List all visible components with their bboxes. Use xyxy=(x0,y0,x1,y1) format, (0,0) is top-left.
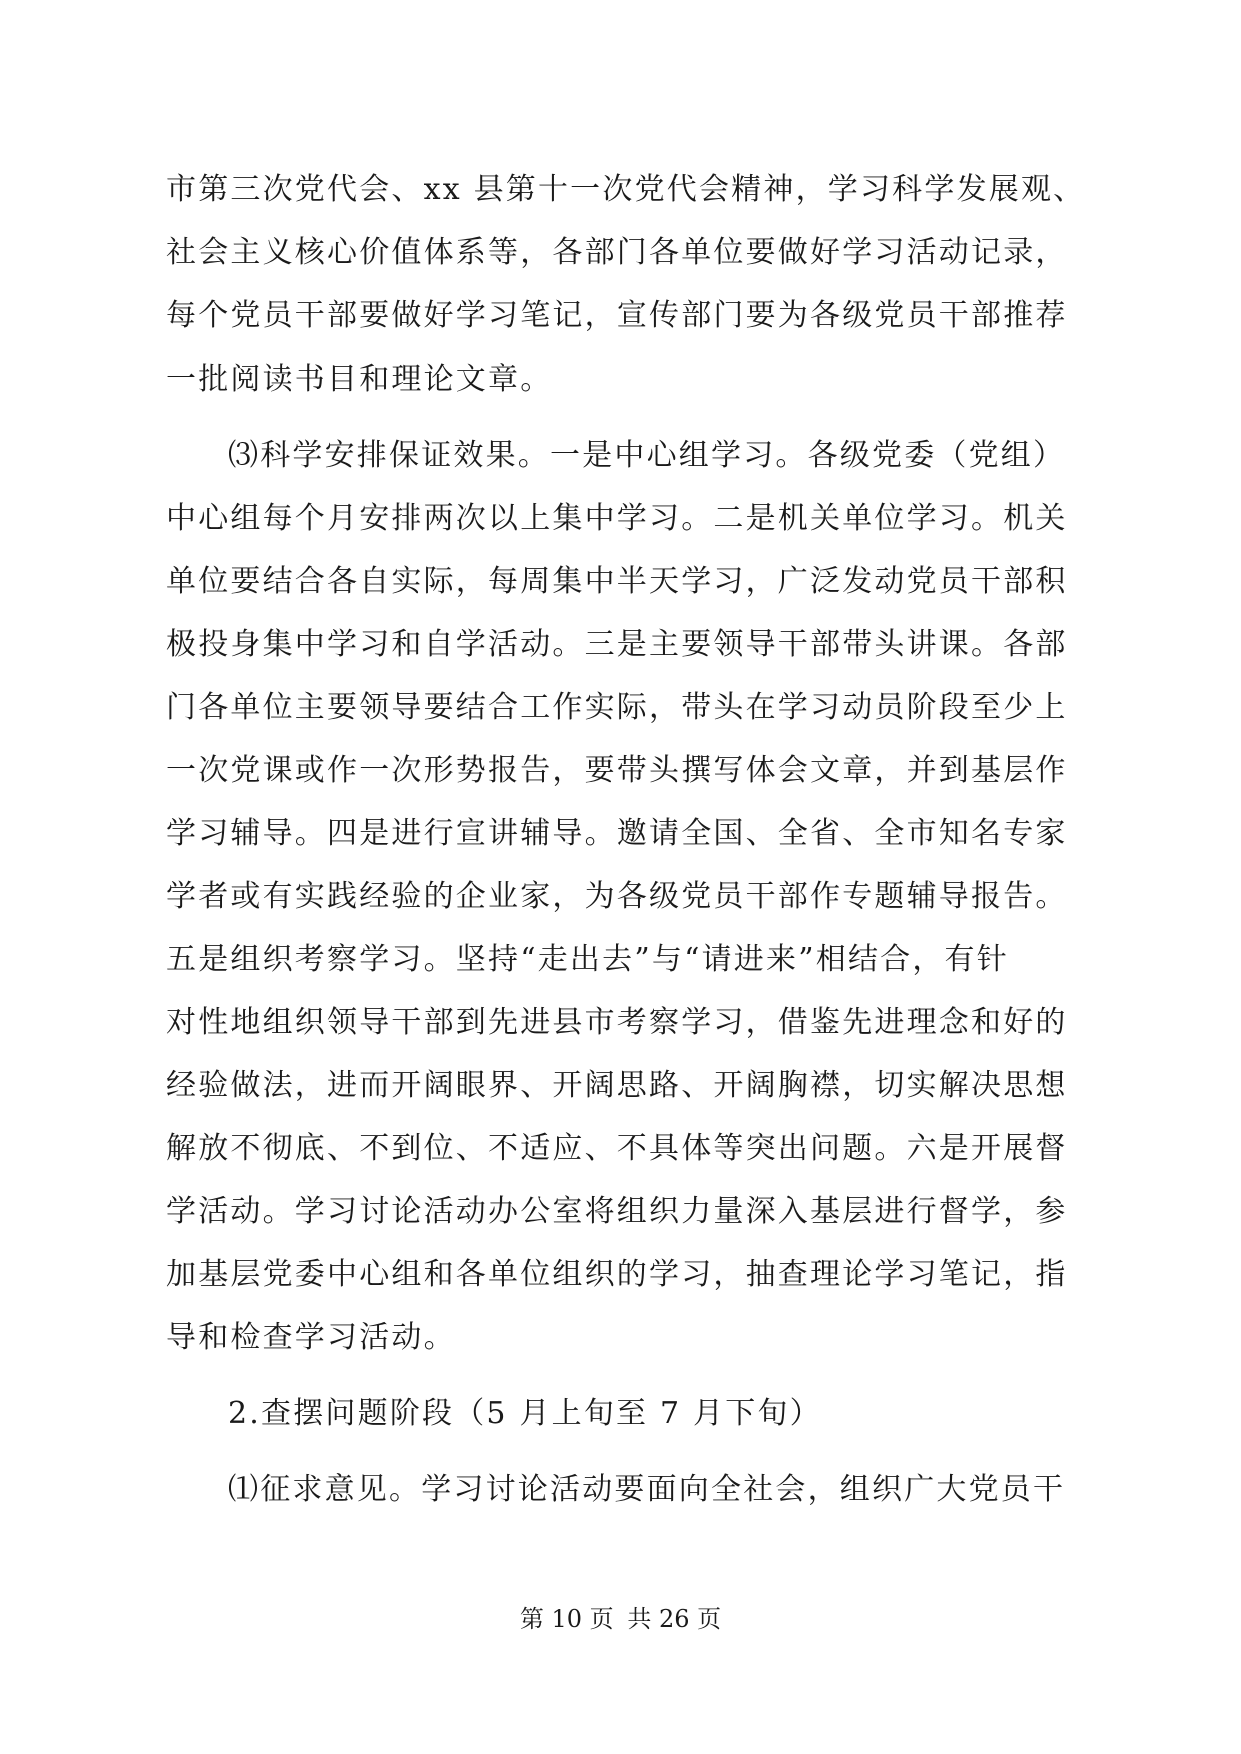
text-line: 对性地组织领导干部到先进县市考察学习，借鉴先进理念和好的 xyxy=(166,1005,1068,1040)
text-line: 学者或有实践经验的企业家，为各级党员干部作专题辅导报告。 xyxy=(166,879,1068,914)
text-line: 市第三次党代会、xx 县第十一次党代会精神，学习科学发展观、 xyxy=(166,172,1086,207)
text-line: 学活动。学习讨论活动办公室将组织力量深入基层进行督学，参 xyxy=(166,1194,1068,1229)
text-line: 门各单位主要领导要结合工作实际，带头在学习动员阶段至少上 xyxy=(166,690,1068,725)
section-heading: 2.查摆问题阶段（5 月上旬至 7 月下旬） xyxy=(228,1396,822,1431)
text-line: 学习辅导。四是进行宣讲辅导。邀请全国、全省、全市知名专家 xyxy=(166,816,1068,851)
text-line: 解放不彻底、不到位、不适应、不具体等突出问题。六是开展督 xyxy=(166,1131,1068,1166)
text-line: 社会主义核心价值体系等，各部门各单位要做好学习活动记录， xyxy=(166,235,1068,270)
paragraph-heading-line: ⑴征求意见。学习讨论活动要面向全社会，组织广大党员干 xyxy=(228,1472,1066,1507)
text-line: 导和检查学习活动。 xyxy=(166,1320,456,1355)
page-footer xyxy=(0,1604,1241,1634)
text-line: 加基层党委中心组和各单位组织的学习，抽查理论学习笔记，指 xyxy=(166,1257,1068,1292)
text-line: 每个党员干部要做好学习笔记，宣传部门要为各级党员干部推荐 xyxy=(166,298,1068,333)
page-number: 第 10 页 xyxy=(519,1605,614,1633)
paragraph-heading-line: ⑶科学安排保证效果。一是中心组学习。各级党委（党组） xyxy=(228,438,1066,473)
text-line: 极投身集中学习和自学活动。三是主要领导干部带头讲课。各部 xyxy=(166,627,1068,662)
text-line: 中心组每个月安排两次以上集中学习。二是机关单位学习。机关 xyxy=(166,501,1068,536)
page-total: 共 26 页 xyxy=(627,1605,722,1633)
text-line: 一批阅读书目和理论文章。 xyxy=(166,362,553,397)
text-line: 经验做法，进而开阔眼界、开阔思路、开阔胸襟，切实解决思想 xyxy=(166,1068,1068,1103)
text-line: 五是组织考察学习。坚持“走出去”与“请进来”相结合，有针 xyxy=(166,942,1009,977)
text-line: 一次党课或作一次形势报告，要带头撰写体会文章，并到基层作 xyxy=(166,753,1068,788)
text-line: 单位要结合各自实际，每周集中半天学习，广泛发动党员干部积 xyxy=(166,564,1068,599)
